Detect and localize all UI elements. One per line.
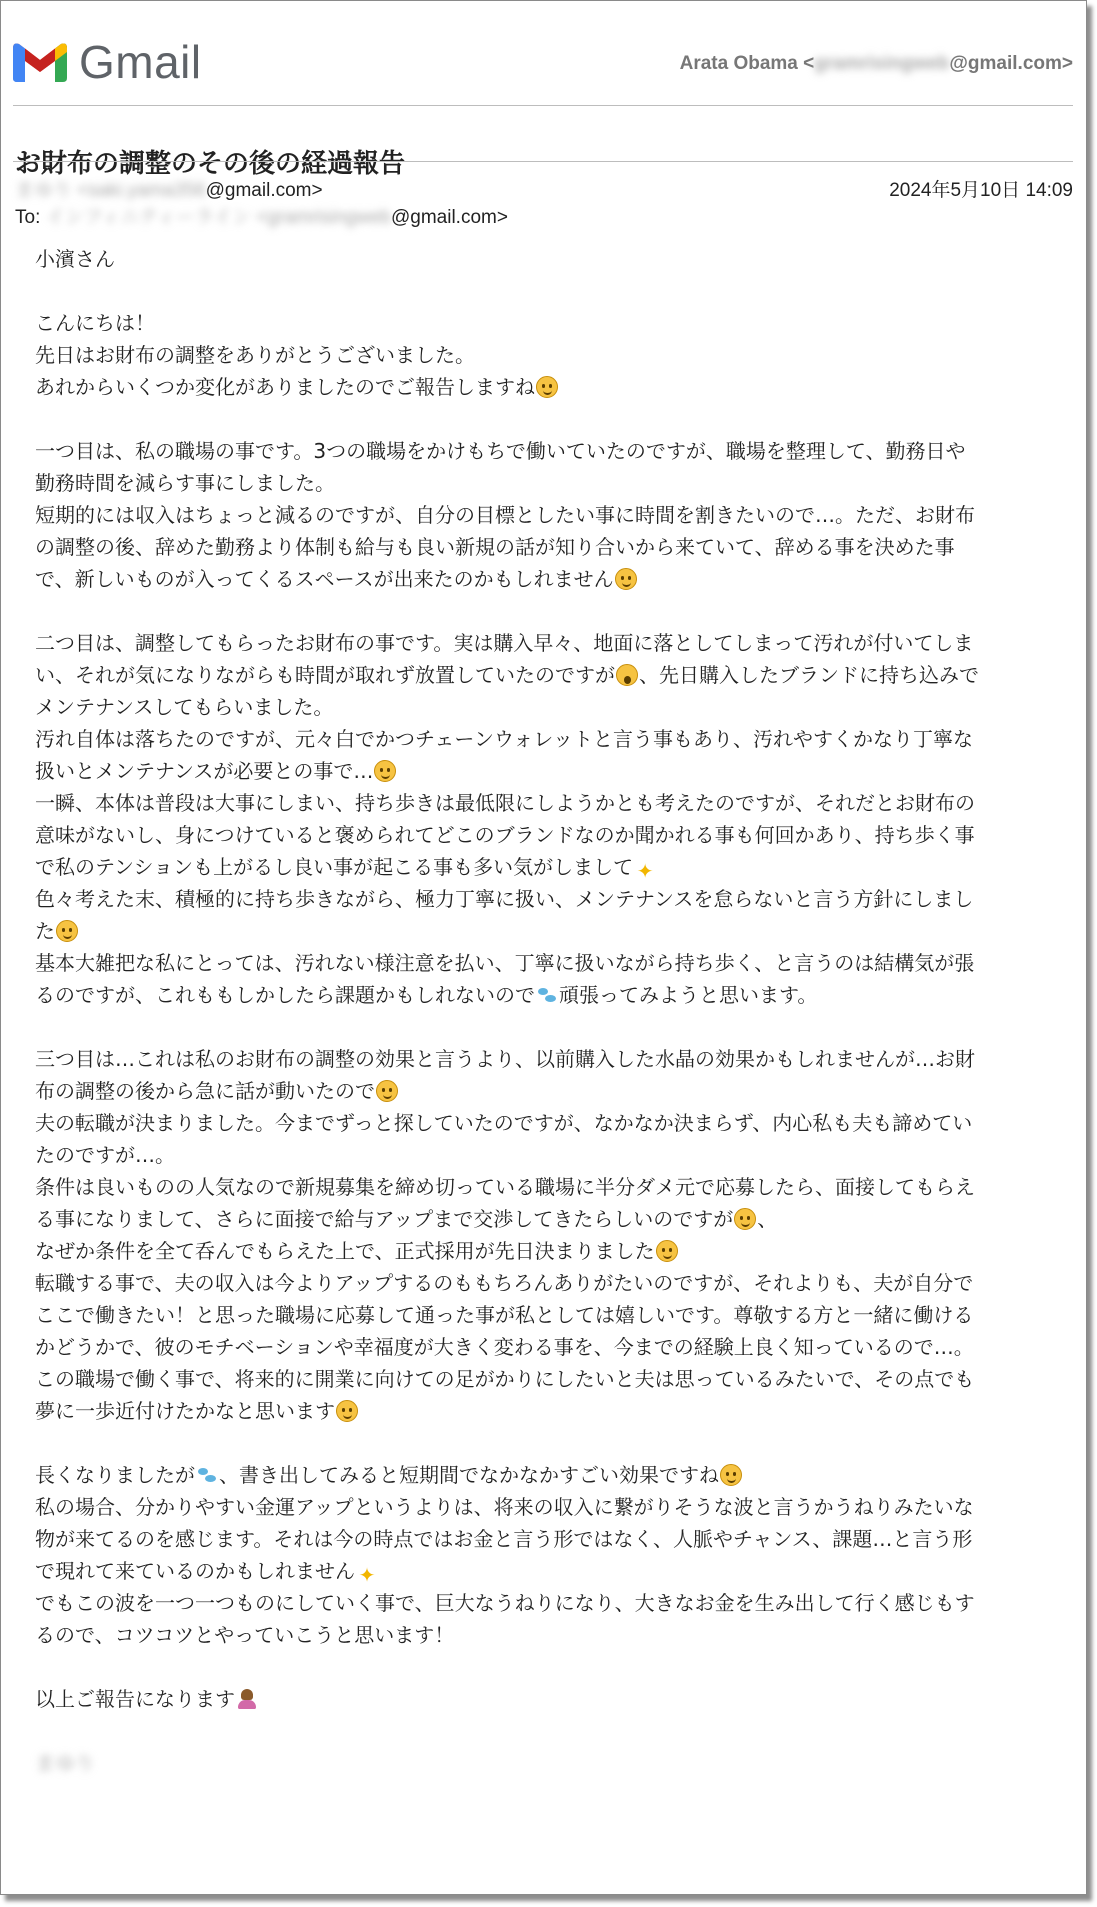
gmail-header	[13, 35, 1073, 91]
neutral-face-icon	[656, 1240, 678, 1262]
body-line	[35, 659, 1055, 691]
email-body	[35, 243, 1055, 1811]
closing-text: 以上ご報告になります	[35, 1687, 235, 1711]
paragraph-intro	[35, 307, 1055, 403]
subject-divider	[13, 161, 1073, 162]
paragraph-third-item	[35, 1043, 1055, 1427]
body-line-text: なぜか条件を全て呑んでもらえた上で、正式採用が先日決まりました	[35, 1239, 655, 1263]
sparkles-icon: ✦	[358, 1563, 376, 1587]
dash-icon	[536, 984, 558, 1006]
body-line	[35, 1395, 1055, 1427]
to-email-domain: @gmail.com>	[390, 207, 508, 228]
sweat-smile-face-icon	[734, 1208, 756, 1230]
body-line: 夫の転職が決まりました。今までずっと探していたのですが、なかなか決まらず、内心私も夫も諦めてい	[35, 1111, 973, 1135]
body-line: 先日はお財布の調整をありがとうございました。	[35, 343, 475, 367]
body-line	[35, 755, 1055, 787]
to-label: To:	[15, 207, 41, 228]
from-email-domain: @gmail.com>	[205, 180, 323, 201]
body-line	[35, 915, 1055, 947]
body-line: 勤務時間を減らす事にしました。	[35, 471, 335, 495]
body-line-text: 夢に一歩近付けたかなと思います	[35, 1399, 335, 1423]
relieved-face-icon	[536, 376, 558, 398]
body-line: でもこの波を一つ一つものにしていく事で、巨大なうねりになり、大きなお金を生み出して行く感じもす	[35, 1591, 975, 1615]
body-line	[35, 1459, 1055, 1491]
person-bowing-icon	[236, 1688, 258, 1710]
body-line-text: 長くなりましたが	[35, 1463, 195, 1487]
body-line-text: 扱いとメンテナンスが必要との事で…	[35, 759, 374, 783]
account-name: Arata Obama	[679, 53, 798, 74]
paragraph-summary	[35, 1459, 1055, 1651]
body-line-text: た	[35, 919, 55, 943]
body-line: 意味がないし、身につけていると褒められてどこのブランドなのか聞かれる事も何回かあり、持ち歩く事	[35, 823, 975, 847]
smile-face-icon	[336, 1400, 358, 1422]
body-line: 転職する事で、夫の収入は今よりアップするのももちろんありがたいのですが、それよりも、夫が自分で	[35, 1271, 974, 1295]
body-line: るので、コツコツとやっていこうと思います！	[35, 1623, 455, 1647]
body-line-text: るのですが、これももしかしたら課題かもしれないので	[35, 983, 535, 1007]
body-line	[35, 1555, 1055, 1587]
signature	[35, 1747, 1055, 1779]
body-line-text: 、書き出してみると短期間でなかなかすごい効果ですね	[219, 1463, 719, 1487]
paragraph-second-item	[35, 627, 1055, 1011]
body-line-text: で、新しいものが入ってくるスペースが出来たのかもしれません	[35, 567, 614, 591]
body-line-text: る事になりまして、さらに面接で給与アップまで交渉してきたらしいのですが	[35, 1207, 734, 1231]
body-line: 基本大雑把な私にとっては、汚れない様注意を払い、丁寧に扱いながら持ち歩く、と言うのは結構気が張	[35, 951, 975, 975]
body-line	[35, 563, 1055, 595]
to-email-redacted: <gramrisingweb	[256, 207, 391, 228]
smile-face-icon	[720, 1464, 742, 1486]
body-line-text: あれからいくつか変化がありましたのでご報告しますね	[35, 375, 535, 399]
smile-face-icon	[56, 920, 78, 942]
relieved-face-icon	[376, 1080, 398, 1102]
body-line: 三つ目は…これは私のお財布の調整の効果と言うより、以前購入した水晶の効果かもしれませんが…お財	[35, 1047, 975, 1071]
body-line: 条件は良いものの人気なので新規募集を締め切っている職場に半分ダメ元で応募したら、面接してもらえ	[35, 1175, 975, 1199]
gmail-m-icon	[13, 42, 67, 82]
gmail-wordmark: Gmail	[79, 36, 202, 88]
scream-face-icon	[616, 664, 638, 686]
body-line: 二つ目は、調整してもらったお財布の事です。実は購入早々、地面に落としてしまって汚れが付いてしま	[35, 631, 974, 655]
account-email-domain: @gmail.com>	[949, 53, 1073, 74]
dash-icon	[196, 1464, 218, 1486]
from-name-redacted: まゆり	[15, 180, 73, 201]
from-row	[15, 175, 1073, 202]
body-line-text: 布の調整の後から急に話が動いたので	[35, 1079, 375, 1103]
body-line	[35, 1235, 1055, 1267]
body-line-text: で現れて来ているのかもしれません	[35, 1559, 355, 1583]
body-line: メンテナンスしてもらいました。	[35, 695, 334, 719]
body-line: ここで働きたい！と思った職場に応募して通った事が私としては嬉しいです。尊敬する方と一緒に働ける	[35, 1303, 974, 1327]
body-line: こんにちは！	[35, 311, 155, 335]
header-divider	[13, 105, 1073, 106]
greeting-text: 小濱さん	[35, 247, 115, 271]
body-line: 短期的には収入はちょっと減るのですが、自分の目標としたい事に時間を割きたいので…。ただ、お財布	[35, 503, 975, 527]
hands-raised-face-icon	[615, 568, 637, 590]
body-line-text: 、先日購入したブランドに持ち込みで	[639, 663, 979, 687]
body-line	[35, 1075, 1055, 1107]
account-email-redacted: gramrisingweb	[814, 53, 950, 74]
from-email-redacted: <saki.yama356	[77, 180, 206, 201]
body-line: かどうかで、彼のモチベーションや幸福度が大きく変わる事を、今までの経験上良く知っているので…。	[35, 1335, 974, 1359]
body-line: 一瞬、本体は普段は大事にしまい、持ち歩きは最低限にしようかとも考えたのですが、それだとお財布の	[35, 791, 975, 815]
body-line-text: い、それが気になりながらも時間が取れず放置していたのですが	[35, 663, 615, 687]
body-line-text: 、	[757, 1207, 778, 1231]
paragraph-first-item	[35, 435, 1055, 595]
body-line	[35, 979, 1055, 1011]
body-line: たのですが…。	[35, 1143, 175, 1167]
body-line: 汚れ自体は落ちたのですが、元々白でかつチェーンウォレットと言う事もあり、汚れやすくかなり丁寧な	[35, 727, 973, 751]
sparkles-icon: ✦	[636, 859, 654, 883]
body-line	[35, 851, 1055, 883]
body-line	[35, 1203, 1055, 1235]
body-line-text: で私のテンションも上がるし良い事が起こる事も多い気がしまして	[35, 855, 634, 879]
gmail-logo[interactable]	[13, 35, 202, 89]
body-line	[35, 1683, 1055, 1715]
to-row	[15, 202, 1073, 229]
closing	[35, 1683, 1055, 1715]
body-line: 私の場合、分かりやすい金運アップというよりは、将来の収入に繋がりそうな波と言うかうねりみたいな	[35, 1495, 974, 1519]
body-line: の調整の後、辞めた勤務より体制も給与も良い新規の話が知り合いから来ていて、辞める事を決めた事	[35, 535, 955, 559]
body-line: 一つ目は、私の職場の事です。3つの職場をかけもちで働いていたのですが、職場を整理して、勤務日や	[35, 439, 966, 463]
body-line: 物が来てるのを感じます。それは今の時点ではお金と言う形ではなく、人脈やチャンス、課題…と言う形	[35, 1527, 973, 1551]
body-line: この職場で働く事で、将来的に開業に向けての足がかりにしたいと夫は思っているみたいで、その点でも	[35, 1367, 975, 1391]
email-date: 2024年5月10日 14:09	[889, 180, 1073, 201]
sweat-smile-face-icon	[374, 760, 396, 782]
greeting	[35, 243, 1055, 275]
body-line: 色々考えた末、積極的に持ち歩きながら、極力丁寧に扱い、メンテナンスを怠らないと言う方針にしまし	[35, 887, 974, 911]
email-subject: お財布の調整のその後の経過報告	[15, 149, 406, 179]
signature-redacted: まゆり	[35, 1751, 95, 1775]
body-line	[35, 371, 1055, 403]
to-name-redacted: インフィニティーライン	[45, 207, 252, 228]
body-line-text: 頑張ってみようと思います。	[559, 983, 818, 1007]
account-info: Arata Obama <gramrisingweb@gmail.com>	[679, 53, 1073, 74]
